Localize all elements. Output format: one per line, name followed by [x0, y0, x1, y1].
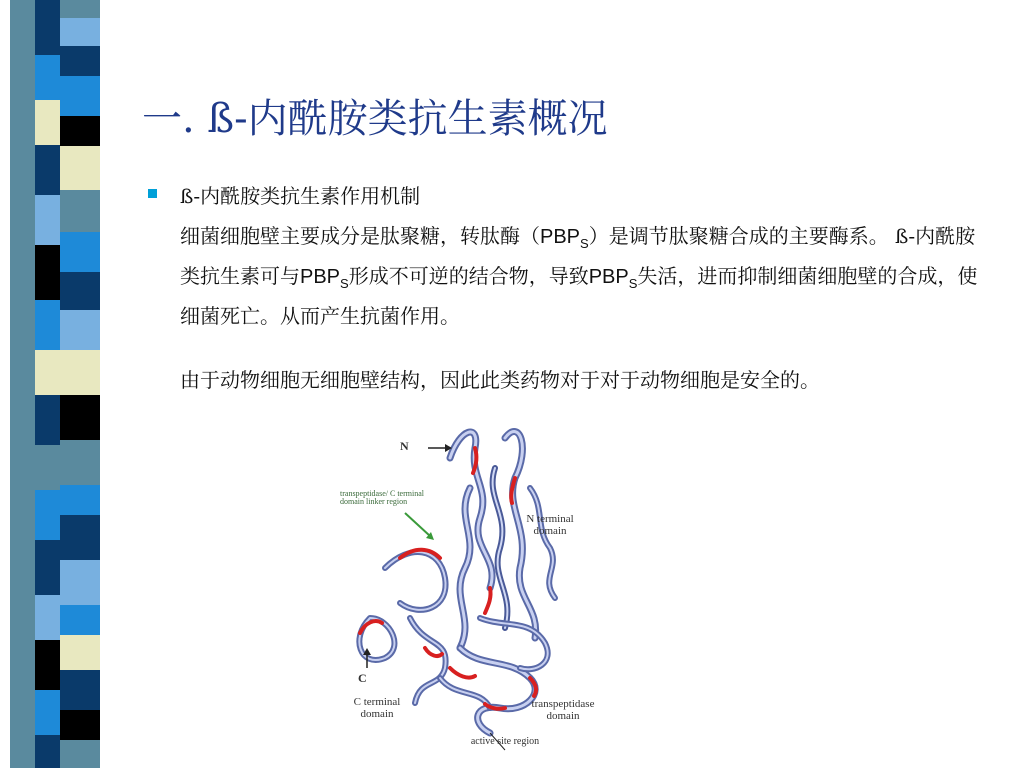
pbp-term: PBP — [588, 266, 629, 288]
figure-label-c: C — [358, 671, 367, 685]
paragraph-mechanism — [180, 220, 990, 333]
figure-label-c-terminal: C terminal domain — [353, 696, 401, 720]
paragraph-safety: 由于动物细胞无细胞壁结构，因此此类药物对于对于动物细胞是安全的。 — [180, 368, 820, 392]
figure-label-n-terminal: N terminal domain — [526, 513, 574, 537]
figure-label-transpeptidase: transpeptidase domain — [531, 698, 595, 722]
pbp-subscript: S — [628, 276, 638, 291]
paragraph-text: 细菌细胞壁主要成分是肽聚糖，转肽酶（ — [180, 224, 540, 248]
paragraph-text: 失活，进而抑制细菌细胞壁的合成，使细菌死亡。从而产生抗菌作用。 — [180, 264, 978, 328]
figure-label-active-site: active site region — [470, 736, 540, 747]
protein-structure-figure — [330, 418, 610, 763]
pbp-subscript: S — [580, 236, 589, 251]
pbp-term: PBP — [300, 266, 341, 288]
square-bullet-icon — [148, 189, 157, 198]
paragraph-text: ）是调节肽聚糖合成的主要酶系。 ß-内酰胺类抗生素可与 — [180, 224, 976, 288]
stripe-column-2 — [35, 0, 60, 768]
figure-label-linker: transpeptidase/ C terminal domain linker region — [340, 489, 424, 506]
decorative-stripe-bar — [0, 0, 136, 768]
paragraph-text: 形成不可逆的结合物，导致 — [348, 264, 589, 288]
figure-label-n: N — [400, 439, 409, 453]
pbp-term: PBP — [540, 226, 581, 248]
pbp-subscript: S — [340, 276, 349, 291]
stripe-column-3 — [60, 0, 100, 768]
slide-title: 一. ß-内酰胺类抗生素概况 — [142, 96, 608, 142]
bullet-heading: ß-内酰胺类抗生素作用机制 — [180, 184, 421, 208]
stripe-column-1 — [10, 0, 35, 768]
